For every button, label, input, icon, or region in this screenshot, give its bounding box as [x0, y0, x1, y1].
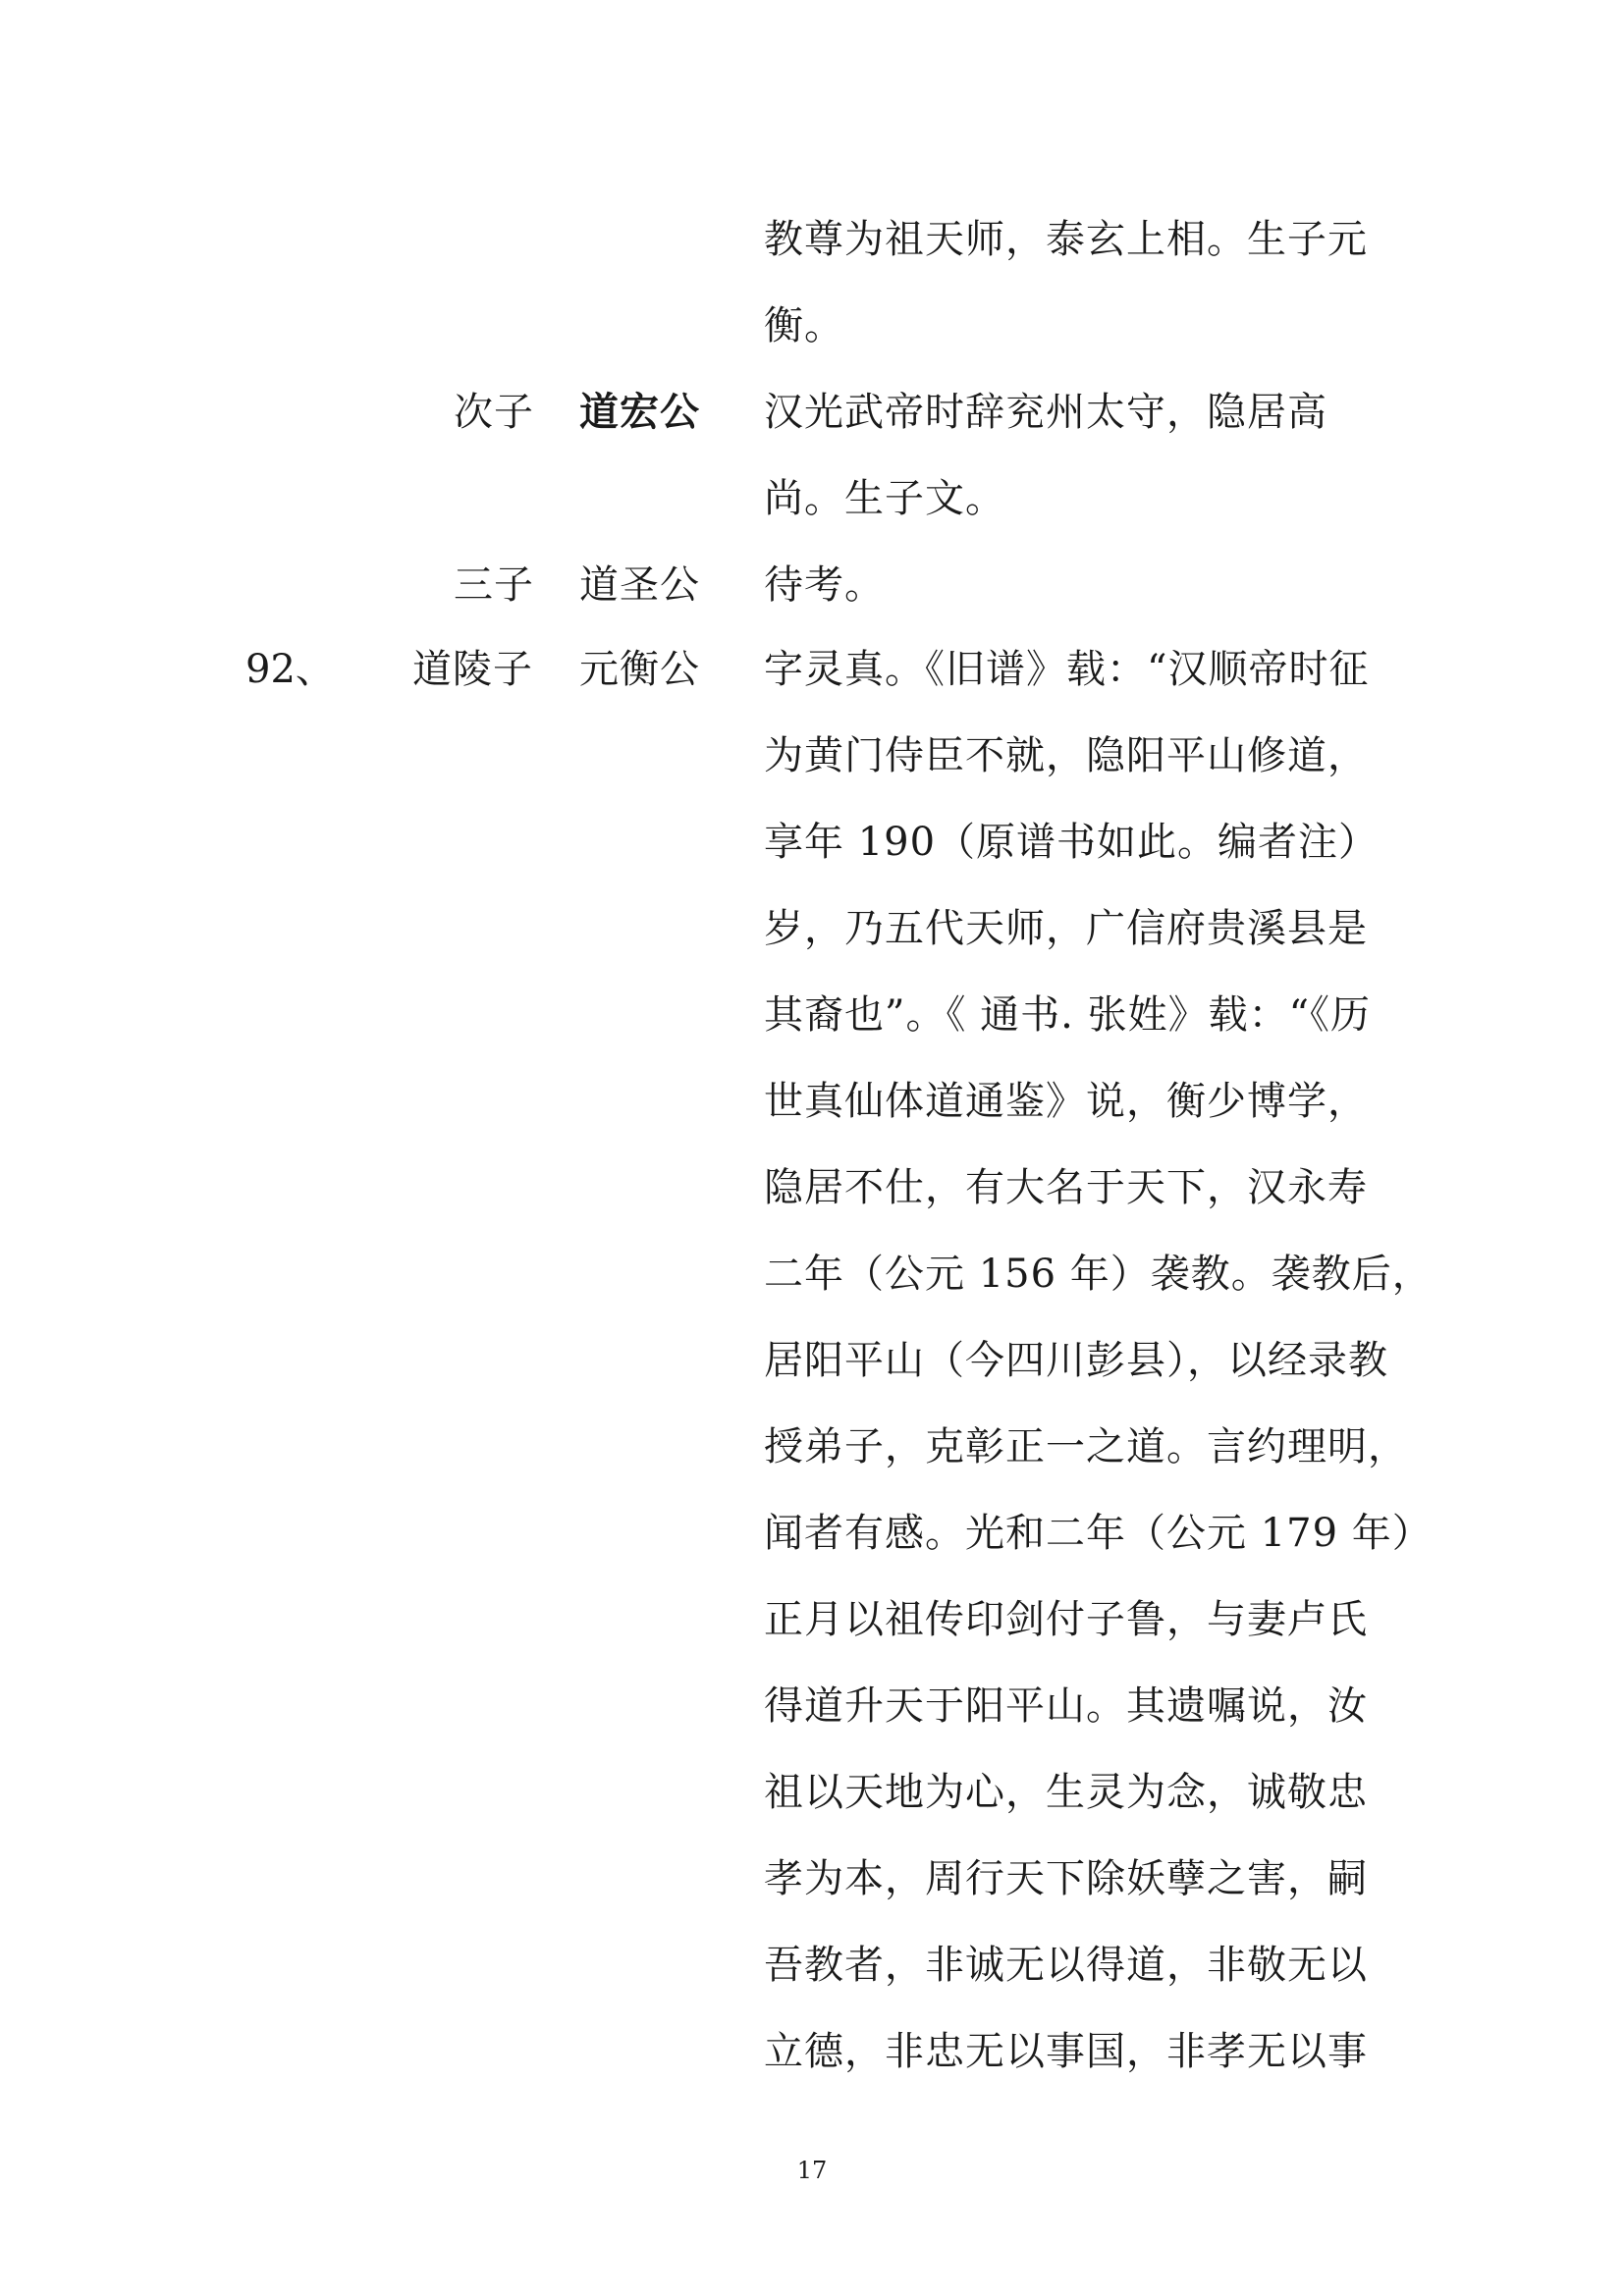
entry-3-line-2: 享年 190（原谱书如此。编者注） — [764, 820, 1380, 865]
entry-3-line-15: 吾教者，非诚无以得道，非敬无以 — [764, 1943, 1368, 1988]
entry-1-relation: 次子 — [454, 390, 534, 435]
entry-3-line-10: 闻者有感。光和二年（公元 179 年） — [764, 1511, 1433, 1556]
entry-3-line-13: 祖以天地为心，生灵为念，诚敬忠 — [764, 1770, 1368, 1815]
entry-3-generation: 92、 — [245, 647, 335, 692]
entry-3-line-3: 岁，乃五代天师，广信府贵溪县是 — [764, 906, 1368, 951]
entry-3-line-8: 居阳平山（今四川彭县），以经录教 — [764, 1338, 1388, 1383]
entry-3-line-6: 隐居不仕，有大名于天下，汉永寿 — [764, 1165, 1368, 1210]
entry-3-name: 元衡公 — [579, 647, 700, 692]
entry-1-name: 道宏公 — [579, 390, 700, 435]
entry-3-line-5: 世真仙体道通鉴》说，衡少博学， — [764, 1079, 1368, 1124]
entry-3-line-0: 字灵真。《旧谱》载：“汉顺帝时征 — [764, 647, 1370, 692]
page-number: 17 — [796, 2157, 828, 2184]
entry-3-line-14: 孝为本，周行天下除妖孽之害，嗣 — [764, 1856, 1368, 1901]
entry-2-line-0: 待考。 — [764, 562, 885, 608]
entry-0-line-0: 教尊为祖天师，泰玄上相。生子元 — [764, 217, 1368, 262]
entry-0-line-1: 衡。 — [764, 303, 844, 348]
entry-3-line-7: 二年（公元 156 年）袭教。袭教后， — [764, 1252, 1433, 1297]
entry-3-line-4: 其裔也”。《 通书. 张姓》载：“《历 — [764, 992, 1372, 1038]
entry-3-relation: 道陵子 — [412, 647, 533, 692]
entry-3-line-12: 得道升天于阳平山。其遗嘱说，汝 — [764, 1683, 1368, 1729]
entry-1-line-0: 汉光武帝时辞兖州太守，隐居高 — [764, 390, 1327, 435]
entry-3-line-9: 授弟子，克彰正一之道。言约理明， — [764, 1424, 1408, 1469]
entry-3-line-1: 为黄门侍臣不就，隐阳平山修道， — [764, 733, 1368, 778]
entry-2-relation: 三子 — [454, 562, 534, 608]
entry-1-line-1: 尚。生子文。 — [764, 476, 1005, 521]
entry-3-line-16: 立德，非忠无以事国，非孝无以事 — [764, 2029, 1368, 2074]
entry-2-name: 道圣公 — [579, 562, 700, 608]
entry-3-line-11: 正月以祖传印剑付子鲁，与妻卢氏 — [764, 1597, 1368, 1642]
